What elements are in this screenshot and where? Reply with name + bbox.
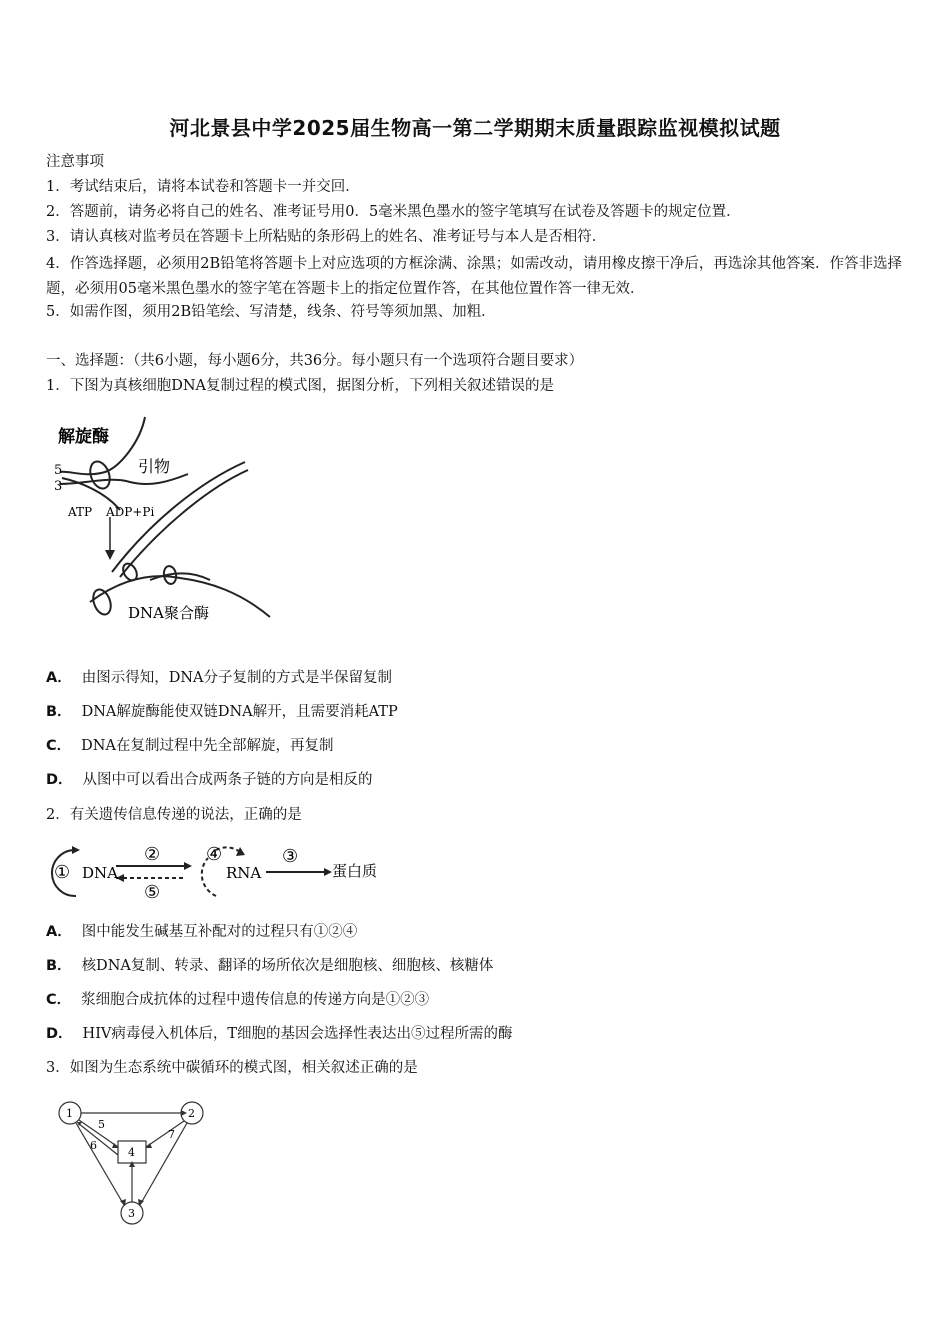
polymerase-ring-1 (90, 587, 114, 617)
question-1-option-d[interactable]: D． 从图中可以看出合成两条子链的方向是相反的 (46, 772, 373, 788)
exam-title: 河北景县中学2025届生物高一第二学期期末质量跟踪监视模拟试题 (169, 116, 781, 140)
atp-label: ATP (68, 505, 93, 519)
translation-arrowhead (324, 868, 332, 876)
question-1-option-b[interactable]: B． DNA解旋酶能使双链DNA解开，且需要消耗ATP (46, 704, 398, 720)
step-5-label: ⑤ (144, 882, 161, 903)
five-prime-label: 5 (54, 463, 63, 478)
edge-6-label: 6 (90, 1139, 97, 1152)
step-4-label: ④ (206, 844, 223, 865)
section-heading: 一、选择题：（共6小题，每小题6分，共36分。每小题只有一个选项符合题目要求） (46, 353, 584, 369)
edge-5-label: 5 (98, 1118, 105, 1131)
question-1-stem: 1．下图为真核细胞DNA复制过程的模式图，据图分析，下列相关叙述错误的是 (46, 378, 555, 394)
question-2-option-c[interactable]: C． 浆细胞合成抗体的过程中遗传信息的传递方向是①②③ (46, 992, 430, 1008)
node-2-label: 2 (188, 1107, 195, 1120)
arrowhead-3-4 (129, 1161, 135, 1167)
question-2-stem: 2．有关遗传信息传递的说法，正确的是 (46, 807, 302, 823)
question-1-option-a[interactable]: A． 由图示得知，DNA分子复制的方式是半保留复制 (46, 670, 393, 686)
notice-item-5: 5．如需作图，须用2B铅笔绘、写清楚，线条、符号等须加黑、加粗． (46, 304, 496, 320)
node-4-label: 4 (128, 1146, 135, 1159)
question-1-option-c[interactable]: C． DNA在复制过程中先全部解旋，再复制 (46, 738, 334, 754)
primer-label: 引物 (138, 457, 171, 476)
notice-item-3: 3．请认真核对监考员在答题卡上所粘贴的条形码上的姓名、准考证号与本人是否相符． (46, 229, 607, 245)
edge-7-label: 7 (168, 1128, 175, 1141)
question-2-option-a[interactable]: A． 图中能发生碱基互补配对的过程只有①②④ (46, 924, 358, 940)
node-3-label: 3 (128, 1207, 135, 1220)
edge-1-3 (76, 1123, 124, 1205)
atp-arrowhead (105, 550, 115, 560)
rna-loop-arrowhead (236, 847, 245, 856)
leading-strand-inner (120, 470, 248, 577)
step-2-label: ② (144, 844, 161, 865)
dna-loop-arrowhead (72, 846, 80, 854)
question-2-option-d[interactable]: D． HIV病毒侵入机体后，T细胞的基因会选择性表达出⑤过程所需的酶 (46, 1026, 513, 1042)
helicase-ring (87, 459, 113, 491)
notice-item-4: 4．作答选择题，必须用2B铅笔将答题卡上对应选项的方框涂满、涂黑；如需改动，请用橡皮擦干净后，再选涂其他答案．作答非选择题，必须用05毫米黑色墨水的签字笔在答题卡上的指定位置作答，在其他位置作答一律无效． (46, 256, 902, 297)
central-dogma-figure (44, 838, 394, 908)
edge-2-4 (146, 1121, 184, 1147)
transcription-arrowhead (184, 862, 192, 870)
rna-label: RNA (226, 864, 262, 882)
dna-label: DNA (82, 864, 118, 882)
question-3-stem: 3．如图为生态系统中碳循环的模式图，相关叙述正确的是 (46, 1060, 418, 1076)
polymerase-label: DNA聚合酶 (128, 604, 209, 622)
notice-item-1: 1．考试结束后，请将本试卷和答题卡一并交回． (46, 179, 360, 195)
notice-heading: 注意事项 (46, 154, 104, 170)
dna-replication-figure (50, 412, 290, 632)
protein-label: 蛋白质 (332, 862, 378, 880)
notice-item-2: 2．答题前，请务必将自己的姓名、准考证号用0．5毫米黑色墨水的签字笔填写在试卷及答题卡的规定位置． (46, 204, 741, 220)
step-3-label: ③ (282, 846, 299, 867)
carbon-cycle-figure (52, 1095, 212, 1230)
helicase-label: 解旋酶 (58, 427, 109, 447)
question-2-option-b[interactable]: B． 核DNA复制、转录、翻译的场所依次是细胞核、细胞核、核糖体 (46, 958, 494, 974)
three-prime-label: 3 (54, 479, 63, 494)
arrowhead-1-2 (181, 1110, 187, 1116)
adp-label: ADP+Pi (106, 505, 155, 519)
node-1-label: 1 (66, 1107, 73, 1120)
step-1-label: ① (54, 862, 71, 883)
